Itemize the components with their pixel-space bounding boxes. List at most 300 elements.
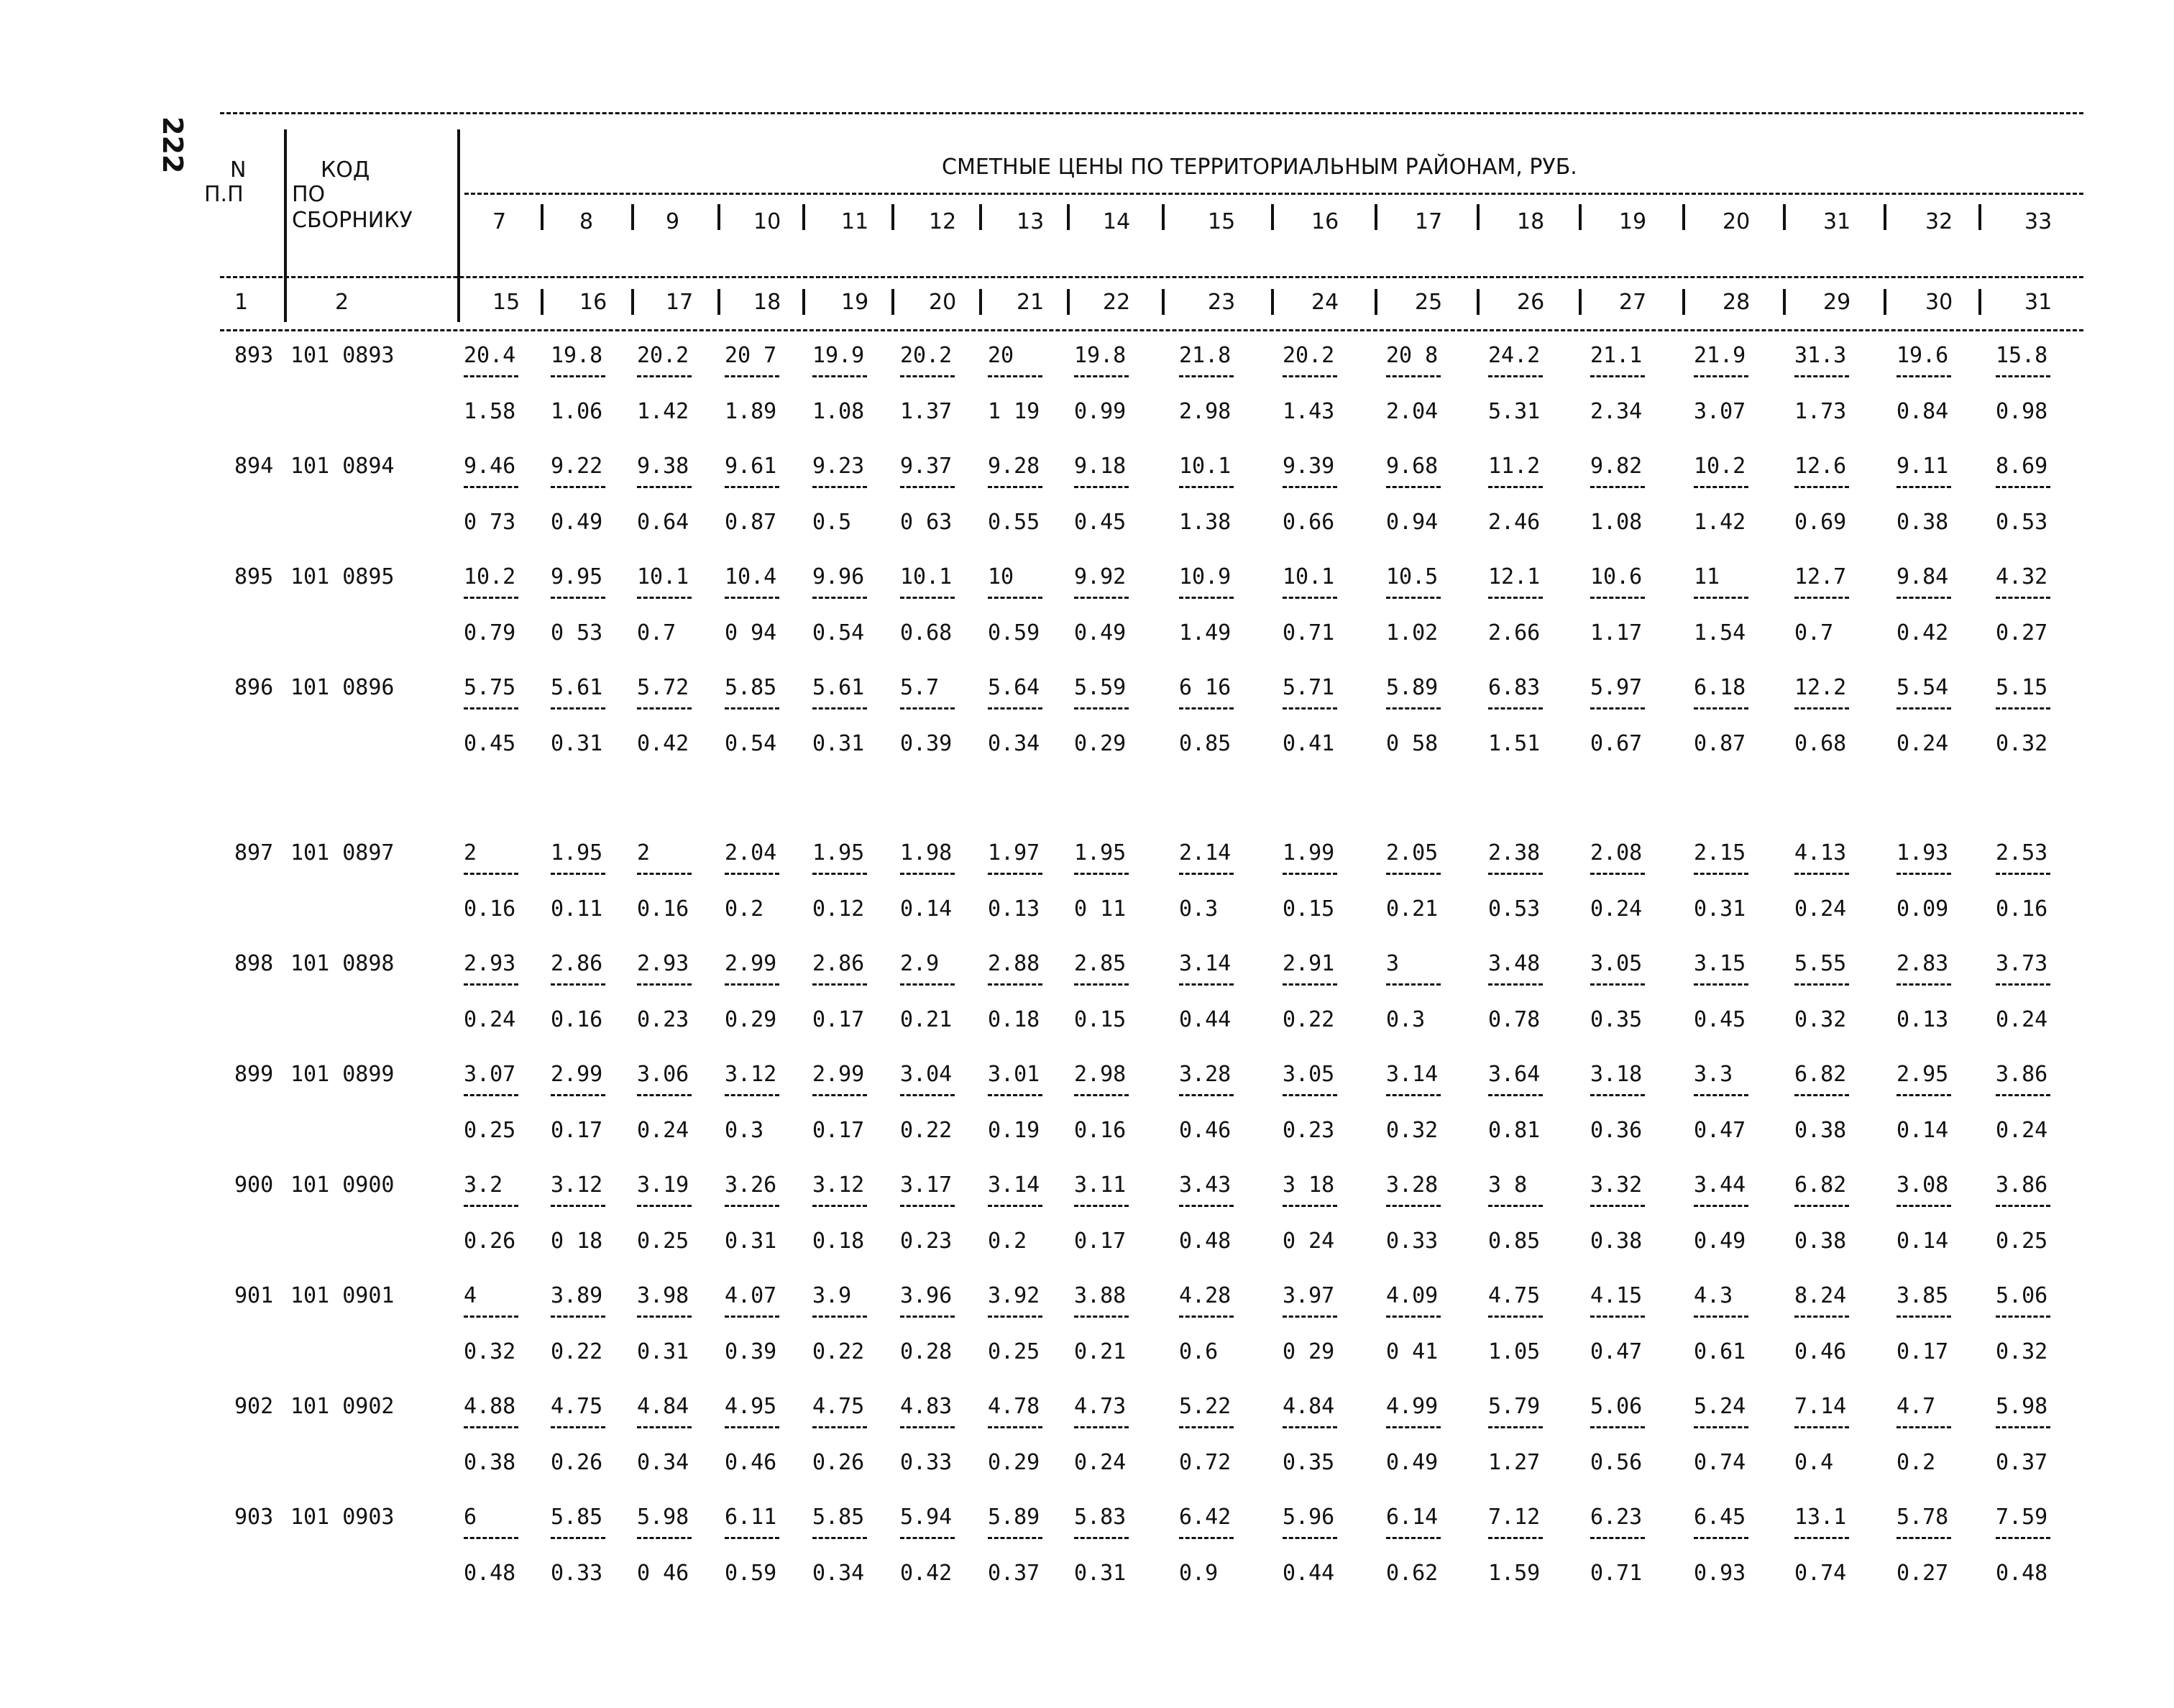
fraction-bar bbox=[1074, 707, 1129, 710]
header-district-divider bbox=[717, 204, 720, 230]
price-numerator: 9.82 bbox=[1590, 454, 1643, 479]
price-numerator: 6.42 bbox=[1179, 1505, 1232, 1530]
fraction-bar bbox=[1590, 873, 1645, 875]
price-numerator: 4.99 bbox=[1386, 1394, 1439, 1419]
fraction-bar bbox=[988, 375, 1042, 377]
fraction-bar bbox=[988, 486, 1042, 488]
fraction-bar bbox=[551, 1426, 605, 1428]
price-numerator: 20.2 bbox=[637, 343, 689, 368]
fraction-bar bbox=[1386, 1094, 1441, 1096]
price-denominator: 0.56 bbox=[1590, 1450, 1643, 1475]
price-numerator: 3.08 bbox=[1896, 1172, 1949, 1198]
row-number: 895 bbox=[234, 564, 274, 589]
price-denominator: 0.6 bbox=[1179, 1339, 1219, 1364]
price-denominator: 0.33 bbox=[1386, 1229, 1439, 1254]
fraction-bar bbox=[1794, 873, 1849, 875]
price-numerator: 3.88 bbox=[1074, 1283, 1127, 1308]
header-column-index: 21 bbox=[1017, 290, 1045, 315]
price-denominator: 0.22 bbox=[812, 1339, 865, 1364]
fraction-bar bbox=[1386, 983, 1441, 986]
header-district-divider-low bbox=[1884, 289, 1886, 315]
fraction-bar bbox=[1488, 375, 1543, 377]
price-numerator: 9.95 bbox=[551, 564, 603, 589]
price-numerator: 2.93 bbox=[464, 951, 516, 976]
price-denominator: 1.89 bbox=[725, 399, 777, 424]
price-numerator: 3.06 bbox=[637, 1062, 689, 1087]
price-denominator: 0.28 bbox=[900, 1339, 953, 1364]
fraction-bar bbox=[1694, 1426, 1748, 1428]
price-numerator: 3 18 bbox=[1283, 1172, 1335, 1198]
price-denominator: 0.24 bbox=[1074, 1450, 1127, 1475]
fraction-bar bbox=[1794, 707, 1849, 710]
price-numerator: 1.95 bbox=[551, 840, 603, 866]
header-district-number: 32 bbox=[1925, 209, 1953, 234]
fraction-bar bbox=[1694, 873, 1748, 875]
fraction-bar bbox=[1694, 707, 1748, 710]
price-denominator: 0.11 bbox=[551, 896, 603, 922]
fraction-bar bbox=[464, 597, 518, 599]
price-numerator: 3.19 bbox=[637, 1172, 689, 1198]
fraction-bar bbox=[1794, 983, 1849, 986]
price-numerator: 4 bbox=[464, 1283, 477, 1308]
header-column-index: 19 bbox=[841, 290, 869, 315]
price-denominator: 0.15 bbox=[1074, 1007, 1127, 1032]
fraction-bar bbox=[1488, 1205, 1543, 1207]
price-denominator: 2.46 bbox=[1488, 510, 1541, 535]
header-index-2: 2 bbox=[335, 290, 349, 315]
fraction-bar bbox=[725, 1316, 779, 1318]
price-numerator: 9.37 bbox=[900, 454, 953, 479]
price-denominator: 0.47 bbox=[1590, 1339, 1643, 1364]
fraction-bar bbox=[637, 1205, 692, 1207]
price-denominator: 2.04 bbox=[1386, 399, 1439, 424]
price-numerator: 20 bbox=[988, 343, 1014, 368]
price-denominator: 0.74 bbox=[1694, 1450, 1746, 1475]
header-column-index: 20 bbox=[929, 290, 957, 315]
price-denominator: 0.21 bbox=[900, 1007, 953, 1032]
fraction-bar bbox=[1896, 1205, 1951, 1207]
fraction-bar bbox=[551, 1205, 605, 1207]
price-denominator: 0.15 bbox=[1283, 896, 1335, 922]
price-numerator: 4.78 bbox=[988, 1394, 1040, 1419]
price-numerator: 2.99 bbox=[812, 1062, 865, 1087]
fraction-bar bbox=[1074, 486, 1129, 488]
header-district-divider-low bbox=[717, 289, 720, 315]
fraction-bar bbox=[1179, 486, 1234, 488]
price-denominator: 0.38 bbox=[1896, 510, 1949, 535]
price-numerator: 4.3 bbox=[1694, 1283, 1733, 1308]
fraction-bar bbox=[1488, 873, 1543, 875]
price-numerator: 6.82 bbox=[1794, 1062, 1847, 1087]
price-denominator: 0 24 bbox=[1283, 1229, 1335, 1254]
fraction-bar bbox=[1179, 597, 1234, 599]
price-numerator: 6.11 bbox=[725, 1505, 777, 1530]
price-denominator: 0.24 bbox=[1896, 731, 1949, 756]
row-number: 900 bbox=[234, 1172, 274, 1198]
header-district-divider-low bbox=[1682, 289, 1685, 315]
price-numerator: 3.85 bbox=[1896, 1283, 1949, 1308]
price-denominator: 0.32 bbox=[1386, 1118, 1439, 1143]
header-district-divider bbox=[1978, 204, 1981, 230]
fraction-bar bbox=[1590, 983, 1645, 986]
price-denominator: 0.49 bbox=[1386, 1450, 1439, 1475]
price-numerator: 6.14 bbox=[1386, 1505, 1439, 1530]
fraction-bar bbox=[1488, 983, 1543, 986]
price-denominator: 0.4 bbox=[1794, 1450, 1834, 1475]
fraction-bar bbox=[1896, 873, 1951, 875]
fraction-bar bbox=[1794, 375, 1849, 377]
price-denominator: 0.23 bbox=[1283, 1118, 1335, 1143]
price-numerator: 19.8 bbox=[551, 343, 603, 368]
price-numerator: 13.1 bbox=[1794, 1505, 1847, 1530]
price-denominator: 0.38 bbox=[464, 1450, 516, 1475]
price-numerator: 9.18 bbox=[1074, 454, 1127, 479]
header-district-divider bbox=[1884, 204, 1886, 230]
price-denominator: 0.49 bbox=[1074, 620, 1127, 646]
fraction-bar bbox=[725, 597, 779, 599]
price-denominator: 0.46 bbox=[725, 1450, 777, 1475]
fraction-bar bbox=[812, 375, 867, 377]
price-denominator: 1.38 bbox=[1179, 510, 1232, 535]
price-denominator: 0.42 bbox=[637, 731, 689, 756]
row-number: 893 bbox=[234, 343, 274, 368]
price-numerator: 6 bbox=[464, 1505, 477, 1530]
price-numerator: 10.1 bbox=[1179, 454, 1232, 479]
price-numerator: 5.85 bbox=[551, 1505, 603, 1530]
price-numerator: 4.73 bbox=[1074, 1394, 1127, 1419]
fraction-bar bbox=[1386, 597, 1441, 599]
price-denominator: 0.34 bbox=[637, 1450, 689, 1475]
fraction-bar bbox=[1283, 375, 1337, 377]
fraction-bar bbox=[988, 707, 1042, 710]
header-district-divider-low bbox=[802, 289, 805, 315]
price-denominator: 0.17 bbox=[812, 1007, 865, 1032]
fraction-bar bbox=[637, 707, 692, 710]
row-number: 902 bbox=[234, 1394, 274, 1419]
fraction-bar bbox=[1996, 486, 2050, 488]
price-denominator: 0.93 bbox=[1694, 1561, 1746, 1586]
price-numerator: 21.1 bbox=[1590, 343, 1643, 368]
price-numerator: 7.14 bbox=[1794, 1394, 1847, 1419]
header-mid-rule bbox=[464, 193, 2083, 195]
fraction-bar bbox=[1386, 707, 1441, 710]
price-denominator: 0.09 bbox=[1896, 896, 1949, 922]
fraction-bar bbox=[464, 1426, 518, 1428]
fraction-bar bbox=[1283, 1094, 1337, 1096]
fraction-bar bbox=[1996, 1537, 2050, 1539]
fraction-bar bbox=[725, 707, 779, 710]
price-numerator: 4.95 bbox=[725, 1394, 777, 1419]
price-numerator: 3.97 bbox=[1283, 1283, 1335, 1308]
price-numerator: 10.1 bbox=[1283, 564, 1335, 589]
price-denominator: 0 41 bbox=[1386, 1339, 1439, 1364]
price-denominator: 0.71 bbox=[1283, 620, 1335, 646]
header-column-index: 15 bbox=[492, 290, 520, 315]
price-denominator: 0.66 bbox=[1283, 510, 1335, 535]
price-denominator: 0.14 bbox=[900, 896, 953, 922]
price-numerator: 10.1 bbox=[637, 564, 689, 589]
price-denominator: 1.42 bbox=[637, 399, 689, 424]
fraction-bar bbox=[637, 873, 692, 875]
fraction-bar bbox=[1179, 375, 1234, 377]
row-code: 101 0902 bbox=[290, 1394, 395, 1419]
fraction-bar bbox=[900, 1094, 955, 1096]
fraction-bar bbox=[900, 597, 955, 599]
fraction-bar bbox=[464, 375, 518, 377]
price-denominator: 0.48 bbox=[464, 1561, 516, 1586]
price-denominator: 0.87 bbox=[1694, 731, 1746, 756]
fraction-bar bbox=[637, 1426, 692, 1428]
price-denominator: 0.74 bbox=[1794, 1561, 1847, 1586]
fraction-bar bbox=[551, 1094, 605, 1096]
price-numerator: 5.71 bbox=[1283, 675, 1335, 700]
fraction-bar bbox=[1283, 873, 1337, 875]
price-numerator: 3.86 bbox=[1996, 1062, 2048, 1087]
fraction-bar bbox=[464, 1094, 518, 1096]
header-column-index: 23 bbox=[1208, 290, 1236, 315]
fraction-bar bbox=[1590, 1537, 1645, 1539]
fraction-bar bbox=[900, 1205, 955, 1207]
price-numerator: 3.12 bbox=[812, 1172, 865, 1198]
fraction-bar bbox=[637, 597, 692, 599]
price-numerator: 3.14 bbox=[1386, 1062, 1439, 1087]
header-top-rule bbox=[220, 112, 2083, 114]
fraction-bar bbox=[1283, 1316, 1337, 1318]
price-denominator: 0.46 bbox=[1794, 1339, 1847, 1364]
header-district-divider-low bbox=[1162, 289, 1165, 315]
fraction-bar bbox=[1386, 375, 1441, 377]
price-numerator: 5.15 bbox=[1996, 675, 2048, 700]
price-denominator: 0.68 bbox=[900, 620, 953, 646]
price-numerator: 4.32 bbox=[1996, 564, 2048, 589]
price-numerator: 4.07 bbox=[725, 1283, 777, 1308]
header-district-number: 18 bbox=[1517, 209, 1545, 234]
fraction-bar bbox=[551, 1316, 605, 1318]
price-denominator: 0.31 bbox=[1694, 896, 1746, 922]
fraction-bar bbox=[1996, 597, 2050, 599]
fraction-bar bbox=[1074, 1537, 1129, 1539]
price-numerator: 2.08 bbox=[1590, 840, 1643, 866]
header-po-label: ПО bbox=[292, 182, 326, 207]
fraction-bar bbox=[900, 1316, 955, 1318]
price-denominator: 0.2 bbox=[988, 1229, 1027, 1254]
price-denominator: 0.25 bbox=[1996, 1229, 2048, 1254]
price-numerator: 1.99 bbox=[1283, 840, 1335, 866]
fraction-bar bbox=[900, 1537, 955, 1539]
price-denominator: 0 94 bbox=[725, 620, 777, 646]
price-denominator: 0.23 bbox=[637, 1007, 689, 1032]
price-denominator: 0.26 bbox=[812, 1450, 865, 1475]
fraction-bar bbox=[1179, 983, 1234, 986]
fraction-bar bbox=[551, 375, 605, 377]
fraction-bar bbox=[812, 1426, 867, 1428]
price-denominator: 0 11 bbox=[1074, 896, 1127, 922]
fraction-bar bbox=[1283, 983, 1337, 986]
header-district-divider-low bbox=[979, 289, 982, 315]
price-numerator: 10 bbox=[988, 564, 1014, 589]
price-numerator: 5.89 bbox=[1386, 675, 1439, 700]
header-pp-label: П.П bbox=[204, 182, 244, 207]
price-denominator: 0 73 bbox=[464, 510, 516, 535]
row-code: 101 0896 bbox=[290, 675, 395, 700]
price-numerator: 2 bbox=[464, 840, 477, 866]
fraction-bar bbox=[900, 486, 955, 488]
price-denominator: 0.25 bbox=[988, 1339, 1040, 1364]
price-denominator: 0.94 bbox=[1386, 510, 1439, 535]
header-column-index: 24 bbox=[1311, 290, 1339, 315]
price-denominator: 0.19 bbox=[988, 1118, 1040, 1143]
price-numerator: 5.24 bbox=[1694, 1394, 1746, 1419]
price-denominator: 0.18 bbox=[988, 1007, 1040, 1032]
fraction-bar bbox=[1996, 707, 2050, 710]
fraction-bar bbox=[1488, 597, 1543, 599]
price-numerator: 5.61 bbox=[812, 675, 865, 700]
fraction-bar bbox=[725, 486, 779, 488]
price-numerator: 3.05 bbox=[1590, 951, 1643, 976]
header-column-index: 29 bbox=[1823, 290, 1851, 315]
header-district-divider bbox=[1477, 204, 1480, 230]
price-denominator: 0.64 bbox=[637, 510, 689, 535]
fraction-bar bbox=[1996, 1094, 2050, 1096]
fraction-bar bbox=[464, 983, 518, 986]
price-denominator: 1 19 bbox=[988, 399, 1040, 424]
price-numerator: 3.18 bbox=[1590, 1062, 1643, 1087]
price-denominator: 0.16 bbox=[464, 896, 516, 922]
fraction-bar bbox=[1386, 1426, 1441, 1428]
price-denominator: 0.45 bbox=[1694, 1007, 1746, 1032]
fraction-bar bbox=[1590, 375, 1645, 377]
fraction-bar bbox=[1794, 1316, 1849, 1318]
fraction-bar bbox=[1896, 375, 1951, 377]
price-denominator: 0.29 bbox=[725, 1007, 777, 1032]
price-numerator: 3.05 bbox=[1283, 1062, 1335, 1087]
fraction-bar bbox=[988, 1537, 1042, 1539]
header-bottom-rule bbox=[220, 329, 2083, 331]
header-district-divider bbox=[1162, 204, 1165, 230]
fraction-bar bbox=[1694, 1316, 1748, 1318]
fraction-bar bbox=[1488, 486, 1543, 488]
price-denominator: 0.14 bbox=[1896, 1118, 1949, 1143]
header-collection-label: СБОРНИКУ bbox=[292, 208, 413, 233]
price-denominator: 0.29 bbox=[988, 1450, 1040, 1475]
header-district-number: 19 bbox=[1619, 209, 1647, 234]
price-numerator: 3.28 bbox=[1386, 1172, 1439, 1198]
fraction-bar bbox=[988, 597, 1042, 599]
price-numerator: 5.98 bbox=[1996, 1394, 2048, 1419]
row-code: 101 0903 bbox=[290, 1505, 395, 1530]
price-denominator: 0.22 bbox=[900, 1118, 953, 1143]
price-numerator: 6.23 bbox=[1590, 1505, 1643, 1530]
header-sep-rule bbox=[220, 276, 2083, 278]
fraction-bar bbox=[1386, 1537, 1441, 1539]
price-denominator: 0.59 bbox=[725, 1561, 777, 1586]
price-denominator: 0.23 bbox=[900, 1229, 953, 1254]
price-numerator: 10.6 bbox=[1590, 564, 1643, 589]
price-numerator: 3 bbox=[1386, 951, 1400, 976]
fraction-bar bbox=[1179, 1094, 1234, 1096]
fraction-bar bbox=[725, 1537, 779, 1539]
price-numerator: 19.6 bbox=[1896, 343, 1949, 368]
fraction-bar bbox=[1794, 1426, 1849, 1428]
fraction-bar bbox=[1794, 486, 1849, 488]
fraction-bar bbox=[1590, 1094, 1645, 1096]
price-denominator: 0.25 bbox=[637, 1229, 689, 1254]
price-numerator: 3.96 bbox=[900, 1283, 953, 1308]
row-code: 101 0893 bbox=[290, 343, 395, 368]
price-denominator: 0.2 bbox=[1896, 1450, 1936, 1475]
price-numerator: 3.73 bbox=[1996, 951, 2048, 976]
fraction-bar bbox=[1996, 375, 2050, 377]
row-number: 899 bbox=[234, 1062, 274, 1087]
header-district-divider-low bbox=[1579, 289, 1582, 315]
price-denominator: 0.21 bbox=[1386, 896, 1439, 922]
price-numerator: 6.83 bbox=[1488, 675, 1541, 700]
fraction-bar bbox=[812, 597, 867, 599]
row-code: 101 0898 bbox=[290, 951, 395, 976]
fraction-bar bbox=[988, 1426, 1042, 1428]
price-denominator: 0.16 bbox=[551, 1007, 603, 1032]
price-numerator: 2.98 bbox=[1074, 1062, 1127, 1087]
price-denominator: 0.21 bbox=[1074, 1339, 1127, 1364]
price-numerator: 2.88 bbox=[988, 951, 1040, 976]
price-denominator: 2.98 bbox=[1179, 399, 1232, 424]
price-denominator: 0.49 bbox=[1694, 1229, 1746, 1254]
price-denominator: 0.98 bbox=[1996, 399, 2048, 424]
fraction-bar bbox=[637, 486, 692, 488]
price-denominator: 0.48 bbox=[1179, 1229, 1232, 1254]
price-numerator: 5.61 bbox=[551, 675, 603, 700]
price-numerator: 1.95 bbox=[1074, 840, 1127, 866]
price-numerator: 9.84 bbox=[1896, 564, 1949, 589]
header-district-number: 10 bbox=[753, 209, 781, 234]
price-denominator: 0.81 bbox=[1488, 1118, 1541, 1143]
price-numerator: 5.59 bbox=[1074, 675, 1127, 700]
fraction-bar bbox=[1283, 597, 1337, 599]
price-numerator: 2.86 bbox=[812, 951, 865, 976]
price-numerator: 1.98 bbox=[900, 840, 953, 866]
price-numerator: 3.98 bbox=[637, 1283, 689, 1308]
row-number: 903 bbox=[234, 1505, 274, 1530]
price-denominator: 1.27 bbox=[1488, 1450, 1541, 1475]
header-district-divider-low bbox=[891, 289, 894, 315]
price-numerator: 24.2 bbox=[1488, 343, 1541, 368]
fraction-bar bbox=[464, 486, 518, 488]
price-numerator: 4.75 bbox=[551, 1394, 603, 1419]
fraction-bar bbox=[1283, 1426, 1337, 1428]
row-number: 896 bbox=[234, 675, 274, 700]
header-district-divider bbox=[631, 204, 634, 230]
price-denominator: 0.31 bbox=[637, 1339, 689, 1364]
price-numerator: 5.72 bbox=[637, 675, 689, 700]
price-numerator: 9.96 bbox=[812, 564, 865, 589]
row-code: 101 0901 bbox=[290, 1283, 395, 1308]
price-numerator: 9.28 bbox=[988, 454, 1040, 479]
fraction-bar bbox=[1179, 707, 1234, 710]
price-denominator: 1.43 bbox=[1283, 399, 1335, 424]
fraction-bar bbox=[464, 873, 518, 875]
header-district-divider-low bbox=[1978, 289, 1981, 315]
price-denominator: 0.24 bbox=[1590, 896, 1643, 922]
price-numerator: 10.9 bbox=[1179, 564, 1232, 589]
price-denominator: 1.06 bbox=[551, 399, 603, 424]
price-numerator: 2.53 bbox=[1996, 840, 2048, 866]
price-denominator: 0.38 bbox=[1590, 1229, 1643, 1254]
price-numerator: 2.04 bbox=[725, 840, 777, 866]
price-denominator: 0.36 bbox=[1590, 1118, 1643, 1143]
fraction-bar bbox=[1896, 597, 1951, 599]
price-numerator: 4.15 bbox=[1590, 1283, 1643, 1308]
price-denominator: 0.59 bbox=[988, 620, 1040, 646]
